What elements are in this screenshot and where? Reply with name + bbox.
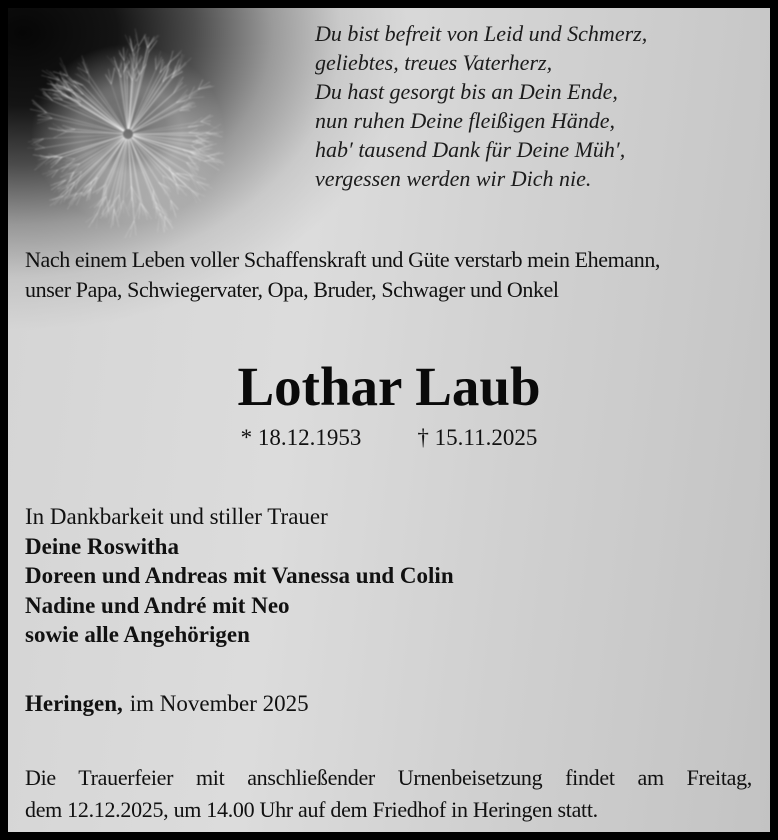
deceased-name: Lothar Laub xyxy=(237,356,541,417)
memorial-poem xyxy=(315,19,647,193)
announcement-line: unser Papa, Schwiegervater, Opa, Bruder, Schwager und Onkel xyxy=(25,277,559,302)
death-date: † 15.11.2025 xyxy=(417,425,538,450)
poem-line: geliebtes, treues Vaterherz, xyxy=(315,50,553,75)
mourners-section xyxy=(25,502,454,650)
announcement-line: Nach einem Leben voller Schaffenskraft und Güte verstarb mein Ehemann, xyxy=(25,247,661,272)
dandelion-image xyxy=(8,12,260,248)
date-text: im November 2025 xyxy=(129,691,309,716)
mourning-intro: In Dankbarkeit und stiller Trauer xyxy=(25,504,328,529)
funeral-line: Die Trauerfeier mit anschließender Urnenbeisetzung findet am Freitag, xyxy=(25,765,752,790)
mourner-name: Deine Roswitha xyxy=(25,533,179,559)
announcement-text xyxy=(25,245,660,305)
poem-line: vergessen werden wir Dich nie. xyxy=(315,166,592,191)
poem-line: Du bist befreit von Leid und Schmerz, xyxy=(315,21,648,46)
mourner-name: sowie alle Angehörigen xyxy=(25,622,250,647)
funeral-line: dem 12.12.2025, um 14.00 Uhr auf dem Friedhof in Heringen statt. xyxy=(25,797,598,822)
poem-line: nun ruhen Deine fleißigen Hände, xyxy=(315,108,615,133)
mourner-name: Doreen und Andreas mit Vanessa und Colin xyxy=(25,563,454,588)
funeral-info xyxy=(25,762,752,826)
place-date-line xyxy=(25,691,309,717)
birth-date: * 18.12.1953 xyxy=(240,425,362,450)
poem-line: hab′ tausend Dank für Deine Müh′, xyxy=(315,137,626,162)
place-name: Heringen, xyxy=(25,691,123,716)
life-dates xyxy=(8,425,770,451)
poem-line: Du hast gesorgt bis an Dein Ende, xyxy=(315,79,618,104)
mourner-name: Nadine und André mit Neo xyxy=(25,592,290,618)
